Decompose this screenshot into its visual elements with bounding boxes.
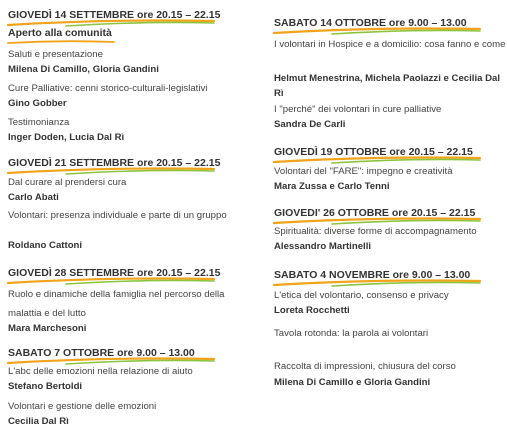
- swoosh-underline-decoration: [272, 278, 482, 288]
- session-date: GIOVEDI' 26 OTTOBRE ore 20.15 – 22.15: [274, 207, 476, 219]
- session-sep-28: [8, 266, 250, 334]
- speakers: Loreta Rocchetti: [274, 305, 350, 316]
- speakers: Alessandro Martinelli: [274, 241, 372, 252]
- topic: I "perché" dei volontari in cure palliative: [274, 104, 442, 115]
- topic: Tavola rotonda: la parola ai volontari: [274, 328, 429, 339]
- topic: Spiritualità: diverse forme di accompagnamento: [274, 226, 477, 237]
- session-oct-26: [274, 206, 504, 252]
- speakers: Mara Marchesoni: [8, 323, 87, 334]
- speakers: Mara Zussa e Carlo Tenni: [274, 181, 390, 192]
- topic: L'etica del volontario, consenso e privacy: [274, 290, 449, 301]
- speakers: Gino Gobber: [8, 98, 67, 109]
- speakers: Milena Di Camillo, Gloria Gandini: [8, 64, 159, 75]
- speakers: Cecilia Dal Rì: [8, 416, 69, 427]
- session-sep-21: [8, 156, 250, 251]
- session-header: [274, 145, 504, 161]
- speakers: Roldano Cattoni: [8, 240, 83, 251]
- speakers: Helmut Menestrina, Michela Paolazzi e Cecilia Dal Rì: [274, 73, 501, 99]
- topic: Volontari: presenza individuale e parte di un gruppo: [8, 210, 227, 221]
- speakers: Carlo Abati: [8, 192, 59, 203]
- session-header: [8, 8, 250, 24]
- topic: Testimonianza: [8, 117, 70, 128]
- topic: Ruolo e dinamiche della famiglia nel percorso della malattia e del lutto: [8, 289, 225, 319]
- session-date: GIOVEDÌ 14 SETTEMBRE ore 20.15 – 22.15: [8, 9, 221, 21]
- topic: Volontari del "FARE": impegno e creatività: [274, 166, 453, 177]
- session-header: [274, 16, 504, 32]
- topic: Dal curare al prendersi cura: [8, 177, 127, 188]
- session-header: [8, 156, 250, 172]
- subtitle-underline-decoration: [6, 39, 116, 45]
- session-date: SABATO 14 OTTOBRE ore 9.00 – 13.00: [274, 17, 467, 29]
- speakers: Inger Doden, Lucia Dal Rì: [8, 132, 125, 143]
- topic: Saluti e presentazione: [8, 49, 103, 60]
- session-oct-14: [274, 16, 506, 130]
- topic: Cure Palliative: cenni storico-culturali-legislativi: [8, 83, 208, 94]
- speakers: Stefano Bertoldi: [8, 381, 83, 392]
- session-sep-14: [8, 8, 250, 143]
- session-header: [274, 268, 504, 284]
- session-date: GIOVEDÌ 28 SETTEMBRE ore 20.15 – 22.15: [8, 267, 221, 279]
- session-date: SABATO 4 NOVEMBRE ore 9.00 – 13.00: [274, 269, 471, 281]
- session-nov-4: [274, 268, 504, 388]
- session-date: GIOVEDÌ 19 OTTOBRE ore 20.15 – 22.15: [274, 146, 473, 158]
- session-date: SABATO 7 OTTOBRE ore 9.00 – 13.00: [8, 347, 195, 359]
- session-oct-19: [274, 145, 504, 192]
- topic: I volontari in Hospice e a domicilio: cosa fanno e come: [274, 39, 506, 50]
- speakers: Sandra De Carli: [274, 119, 346, 130]
- topic: Raccolta di impressioni, chiusura del corso: [274, 361, 456, 372]
- session-subtitle: Aperto alla comunità: [8, 27, 112, 39]
- topic: Volontari e gestione delle emozioni: [8, 401, 157, 412]
- speakers: Milena Di Camillo e Gloria Gandini: [274, 377, 431, 388]
- topic: L'abc delle emozioni nella relazione di aiuto: [8, 366, 193, 377]
- session-header: [8, 266, 250, 282]
- session-header: [274, 206, 504, 222]
- session-oct-7: [8, 346, 250, 427]
- session-date: GIOVEDÌ 21 SETTEMBRE ore 20.15 – 22.15: [8, 157, 221, 169]
- session-header: [8, 346, 250, 362]
